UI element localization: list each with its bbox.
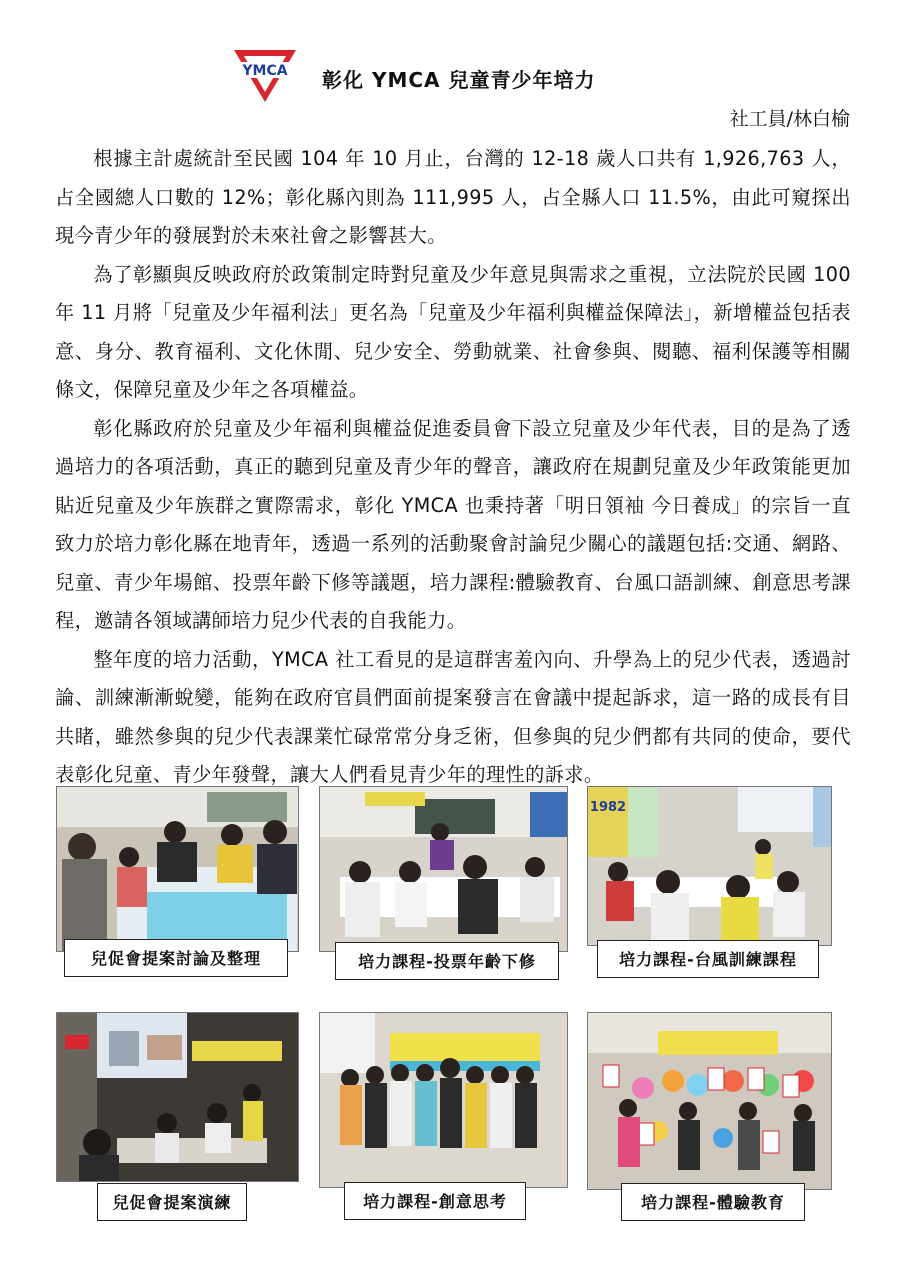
caption-3: 培力課程-台風訓練課程: [597, 940, 819, 978]
caption-2: 培力課程-投票年齡下修: [335, 942, 559, 980]
article-body: [55, 140, 851, 795]
page-title: 彰化 YMCA 兒童青少年培力: [322, 68, 596, 92]
logo-text: YMCA: [242, 63, 288, 79]
caption-4: 兒促會提案演練: [97, 1183, 247, 1221]
paragraph-3: 彰化縣政府於兒童及少年福利與權益促進委員會下設立兒童及少年代表，目的是為了透過培力的各項活動，真正的聽到兒童及青少年的聲音，讓政府在規劃兒童及少年政策能更加貼近兒童及少年族群之實際需求，彰化 YMCA 也秉持著「明日領袖 今日養成」的宗旨一直致力於培力彰化縣在地青年，透過一系列的活動聚會討論兒少關心的議題包括:交通、網路、兒童、青少年場館、投票年齡下修等議題，培力課程:體驗教育、台風口語訓練、創意思考課程，邀請各領域講師培力兒少代表的自我能力。: [55, 416, 851, 632]
photo-voting-age: [319, 786, 568, 952]
paragraph-2: 為了彰顯與反映政府於政策制定時對兒童及少年意見與需求之重視，立法院於民國 100 年 11 月將「兒童及少年福利法」更名為「兒童及少年福利與權益保障法」，新增權益包括表意、身分、教育福利、文化休閒、兒少安全、勞動就業、社會參與、閱聽、福利保護等相關條文，保障兒童及少年之各項權益。: [55, 262, 851, 401]
photo-proposal-discussion: [56, 786, 299, 952]
photo-experiential-education: [587, 1012, 832, 1190]
author-line: 社工員/林白榆: [729, 108, 850, 130]
photo-proposal-rehearsal: [56, 1012, 299, 1182]
ymca-logo: [234, 50, 296, 102]
caption-1: 兒促會提案討論及整理: [64, 939, 288, 977]
caption-5: 培力課程-創意思考: [344, 1182, 526, 1220]
paragraph-1: 根據主計處統計至民國 104 年 10 月止，台灣的 12-18 歲人口共有 1,926,763 人，占全國總人口數的 12%；彰化縣內則為 111,995 人，占全縣人口 11.5%，由此可窺探出現今青少年的發展對於未來社會之影響甚大。: [55, 147, 851, 247]
paragraph-4: 整年度的培力活動，YMCA 社工看見的是這群害羞內向、升學為上的兒少代表，透過討論、訓練漸漸蛻變，能夠在政府官員們面前提案發言在會議中提起訴求，這一路的成長有目共睹，雖然參與的兒少代表課業忙碌常常分身乏術，但參與的兒少們都有共同的使命，要代表彰化兒童、青少年發聲，讓大人們看見青少年的理性的訴求。: [55, 647, 851, 786]
photo-stage-training: [587, 786, 832, 946]
poster-year: 1982: [589, 800, 627, 815]
photo-creative-thinking: [319, 1012, 568, 1188]
caption-6: 培力課程-體驗教育: [621, 1183, 805, 1221]
